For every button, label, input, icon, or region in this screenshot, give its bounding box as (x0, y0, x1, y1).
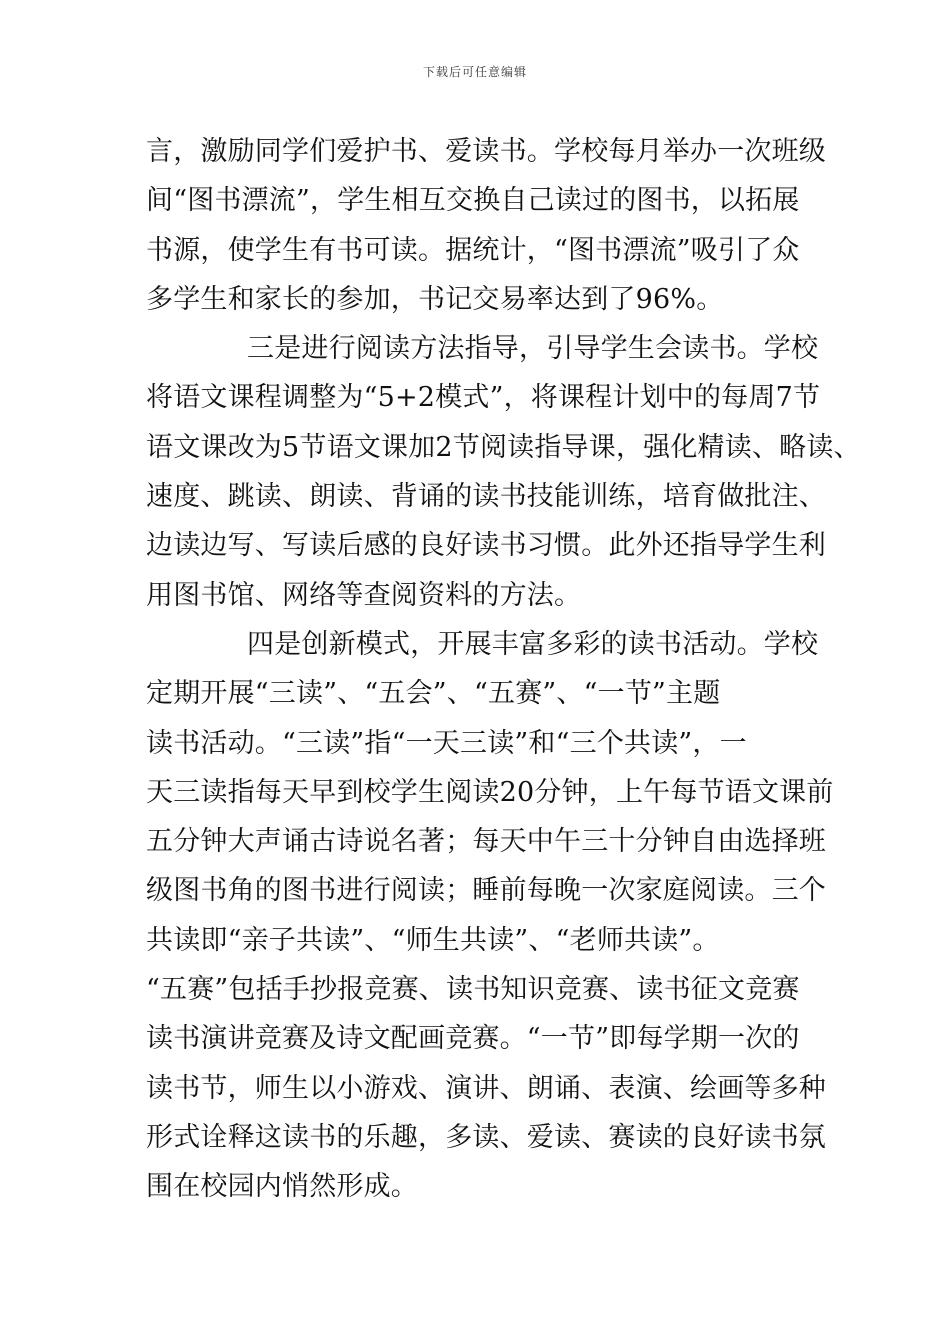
text-line: 用图书馆、网络等查阅资料的方法。 (146, 579, 582, 611)
text-line: 边读边写、写读后感的良好读书习惯。此外还指导学生利 (146, 530, 826, 562)
text-line: 读书节，师生以小游戏、演讲、朗诵、表演、绘画等多种 (146, 1072, 826, 1104)
text-line: 书源，使学生有书可读。据统计，“图书漂流”吸引了众 (146, 234, 800, 266)
text-line: 间“图书漂流”，学生相互交换自己读过的图书，以拓展 (146, 185, 800, 217)
text-line: 言，激励同学们爱护书、爱读书。学校每月举办一次班级 (146, 136, 826, 167)
text-line: 级图书角的图书进行阅读；睡前每晚一次家庭阅读。三个 (146, 875, 826, 907)
text-line: 读书演讲竞赛及诗文配画竞赛。“一节”即每学期一次的 (146, 1023, 800, 1055)
paragraph-start-line: 四是创新模式，开展丰富多彩的读书活动。学校 (247, 628, 819, 660)
text-line: 天三读指每天早到校学生阅读20分钟，上午每节语文课前 (146, 776, 834, 808)
document-body (146, 127, 861, 1212)
text-line: 速度、跳读、朗读、背诵的读书技能训练，培育做批注、 (146, 481, 826, 513)
text-line: 语文课改为5节语文课加2节阅读指导课，强化精读、略读、 (146, 431, 861, 463)
text-line: 五分钟大声诵古诗说名著；每天中午三十分钟自由选择班 (146, 826, 826, 858)
text-line: “五赛”包括手抄报竞赛、读书知识竞赛、读书征文竞赛 (146, 974, 800, 1006)
text-line: 形式诠释这读书的乐趣，多读、爱读、赛读的良好读书氛 (146, 1121, 826, 1153)
text-line: 定期开展“三读”、“五会”、“五赛”、“一节”主题 (146, 678, 721, 710)
text-line: 读书活动。“三读”指“一天三读”和“三个共读”，一 (146, 727, 747, 759)
page-header: 下载后可任意编辑 (422, 65, 527, 79)
paragraph-start-line: 三是进行阅读方法指导，引导学生会读书。学校 (247, 333, 819, 365)
text-line: 多学生和家长的参加，书记交易率达到了96%。 (146, 283, 724, 315)
text-line: 将语文课程调整为“5+2模式”，将课程计划中的每周7节 (146, 382, 821, 414)
text-line: 围在校园内悄然形成。 (146, 1171, 418, 1203)
text-line: 共读即“亲子共读”、“师生共读”、“老师共读”。 (146, 924, 720, 956)
